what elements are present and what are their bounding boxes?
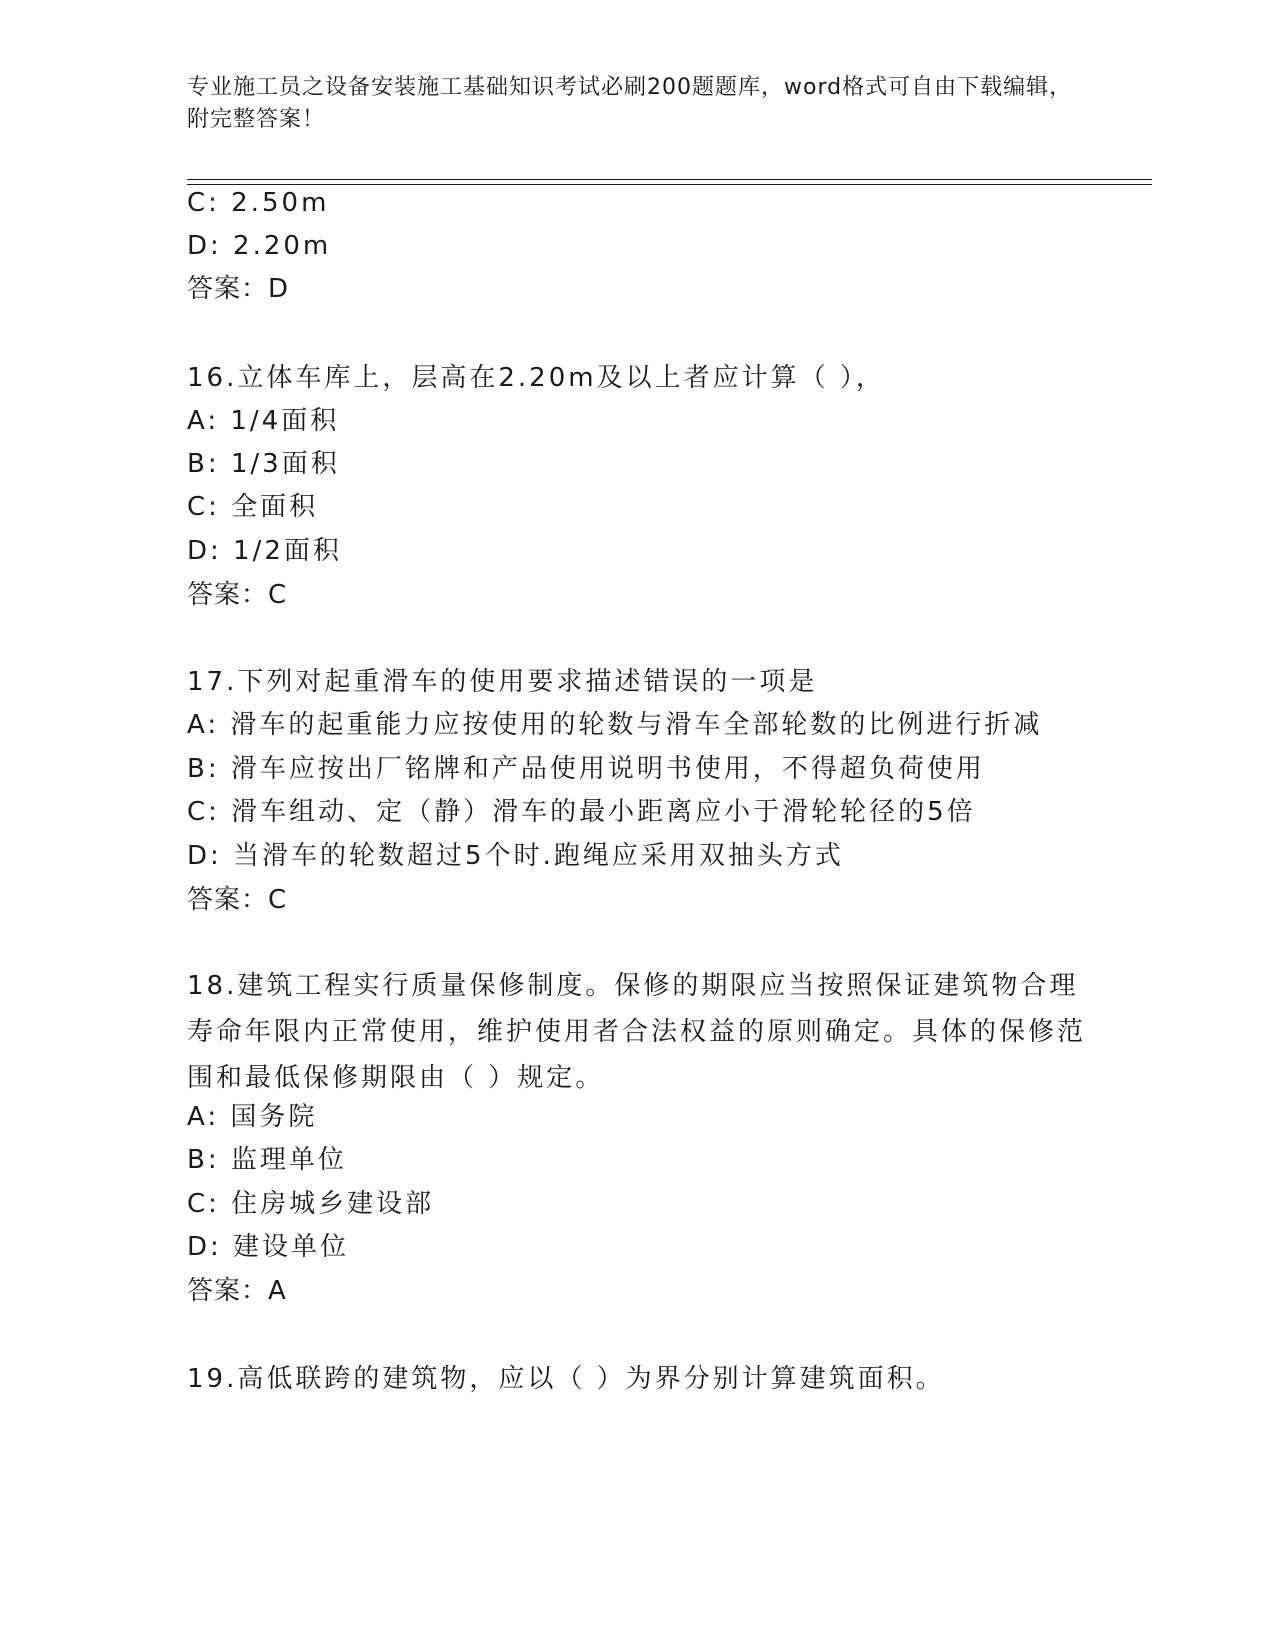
header-divider-top [187, 179, 1152, 180]
q16-option-d: D: 1/2面积 [187, 536, 342, 566]
q18-option-c: C: 住房城乡建设部 [187, 1189, 435, 1219]
q16-option-b: B: 1/3面积 [187, 449, 340, 479]
q17-answer: 答案：C [187, 885, 288, 915]
question-18-stem: 18.建筑工程实行质量保修制度。保修的期限应当按照保证建筑物合理寿命年限内正常使用，维护使用者合法权益的原则确定。具体的保修范围和最低保修期限由（ ）规定。 [187, 971, 1087, 1093]
q16-option-a: A: 1/4面积 [187, 406, 340, 436]
q16-option-c: C: 全面积 [187, 492, 319, 522]
option-c: C: 2.50m [187, 188, 330, 218]
q18-option-a: A: 国务院 [187, 1102, 318, 1132]
q17-option-d: D: 当滑车的轮数超过5个时.跑绳应采用双抽头方式 [187, 841, 844, 871]
question-16-stem: 16.立体车库上，层高在2.20m及以上者应计算（ ）， [187, 363, 885, 393]
header-divider-bottom [187, 184, 1152, 185]
q16-answer: 答案：C [187, 580, 288, 610]
document-header: 专业施工员之设备安装施工基础知识考试必刷200题题库，word格式可自由下载编辑，附完整答案！ [187, 75, 1073, 132]
question-19-stem: 19.高低联跨的建筑物，应以（ ）为界分别计算建筑面积。 [187, 1364, 945, 1394]
question-17-stem: 17.下列对起重滑车的使用要求描述错误的一项是 [187, 667, 818, 697]
q18-answer: 答案：A [187, 1276, 287, 1306]
q17-option-b: B: 滑车应按出厂铭牌和产品使用说明书使用，不得超负荷使用 [187, 754, 985, 784]
q17-option-c: C: 滑车组动、定（静）滑车的最小距离应小于滑轮轮径的5倍 [187, 797, 976, 827]
option-d: D: 2.20m [187, 231, 332, 261]
q17-option-a: A: 滑车的起重能力应按使用的轮数与滑车全部轮数的比例进行折减 [187, 710, 1043, 740]
q18-option-d: D: 建设单位 [187, 1232, 350, 1262]
answer: 答案：D [187, 274, 290, 304]
q18-option-b: B: 监理单位 [187, 1145, 347, 1175]
